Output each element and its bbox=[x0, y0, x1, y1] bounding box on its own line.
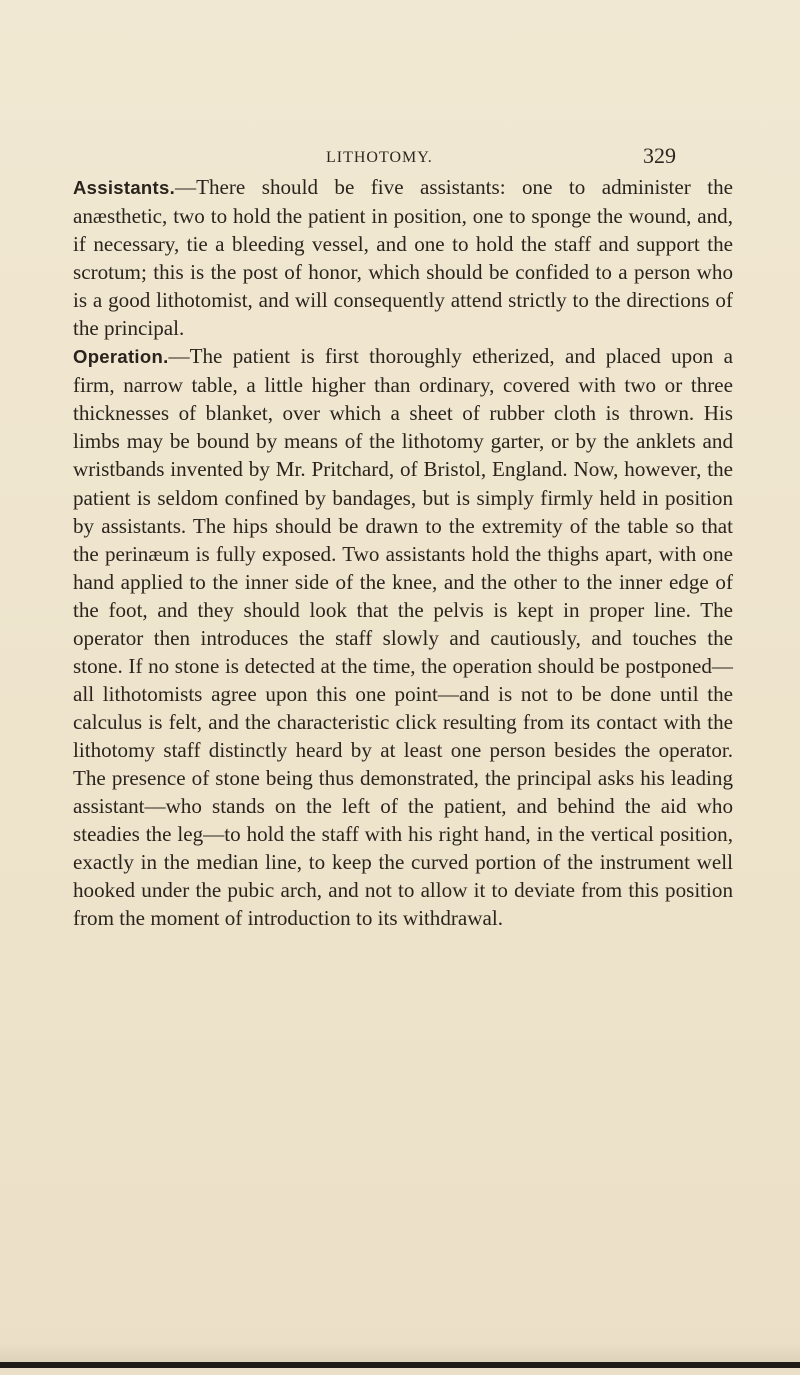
page-bottom-edge bbox=[0, 1362, 800, 1368]
section-heading-operation: Operation. bbox=[73, 346, 169, 368]
paragraph-text: —The patient is first thoroughly etherized, and placed upon a firm, narrow table, a little higher than ordinary, covered with two or three thicknesses of blanket, over which a sheet of rubber cloth is thrown. His limbs may be bound by means of the lithotomy garter, or by the anklets and wristbands invented by Mr. Pritchard, of Bristol, England. Now, however, the patient is seldom confined by bandages, but is simply firmly held in position by assistants. The hips should be drawn to the extremity of the table so that the perinæum is fully exposed. Two assistants hold the thighs apart, with one hand applied to the inner side of the knee, and the other to the inner edge of the foot, and they should look that the pelvis is kept in proper line. The operator then introduces the staff slowly and cautiously, and touches the stone. If no stone is detected at the time, the operation should be postponed—all lithotomists agree upon this one point—and is not to be done until the calculus is felt, and the characteristic click resulting from its contact with the lithotomy staff distinctly heard by at least one person besides the operator. The presence of stone being thus demonstrated, the principal asks his leading assistant—who stands on the left of the patient, and behind the aid who steadies the leg—to hold the staff with his right hand, in the vertical position, exactly in the median line, to keep the curved portion of the instrument well hooked under the pubic arch, and not to allow it to deviate from this position from the moment of introduction to its withdrawal. bbox=[73, 344, 733, 931]
paragraph-text: —There should be five assistants: one to administer the anæsthetic, two to hold the patient in position, one to sponge the wound, and, if necessary, tie a bleeding vessel, and one to hold the staff and support the scrotum; this is the post of honor, which should be confided to a person who is a good lithotomist, and will consequently attend strictly to the directions of the principal. bbox=[73, 175, 733, 341]
paragraph-assistants bbox=[73, 173, 733, 342]
running-head bbox=[0, 143, 800, 176]
page-number: 329 bbox=[643, 143, 676, 168]
paragraph-operation bbox=[73, 342, 733, 932]
page-bottom-shadow bbox=[0, 1342, 800, 1362]
running-title: LITHOTOMY. bbox=[326, 149, 433, 166]
section-heading-assistants: Assistants. bbox=[73, 177, 176, 198]
body-text bbox=[73, 173, 733, 932]
